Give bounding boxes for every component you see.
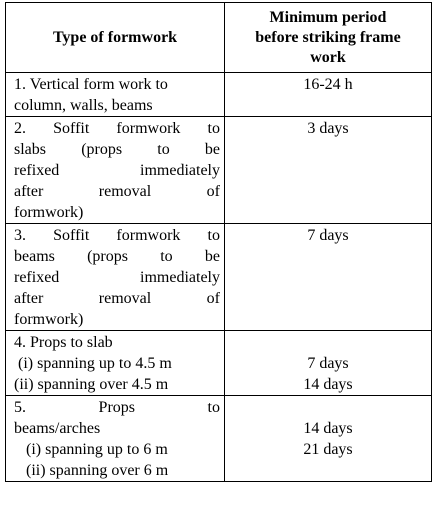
table-row [6, 117, 432, 224]
minimum-period-header [225, 3, 432, 73]
type-line: after removal of [14, 290, 220, 307]
period-header-line-1: Minimum period [269, 9, 387, 26]
type-line: (ii) spanning over 4.5 m [14, 376, 169, 393]
formwork-striking-table [5, 2, 432, 482]
period-value: 14 days [303, 376, 353, 393]
table-row [6, 73, 432, 117]
type-of-formwork-header: Type of formwork [6, 3, 225, 73]
period-cell [225, 73, 432, 117]
table-header-row [6, 3, 432, 73]
type-line: formwork) [14, 311, 84, 328]
period-spacer [229, 332, 427, 353]
table-row [6, 396, 432, 482]
period-cell [225, 396, 432, 482]
formwork-type-cell [6, 396, 225, 482]
table-row [6, 224, 432, 331]
type-line: 2. Soffit formwork to [14, 120, 220, 137]
period-spacer [229, 397, 427, 418]
formwork-type-cell [6, 117, 225, 224]
type-line: slabs (props to be [14, 141, 220, 158]
type-line: 5. Props to [14, 399, 220, 416]
type-line: refixed immediately [14, 269, 220, 286]
type-line: 4. Props to slab [14, 334, 113, 351]
period-header-line-2: before striking frame [255, 29, 401, 46]
type-line: beams/arches [14, 420, 101, 437]
table-row [6, 331, 432, 396]
period-value: 3 days [307, 120, 349, 137]
period-value: 7 days [307, 355, 349, 372]
period-cell [225, 117, 432, 224]
formwork-type-cell [6, 224, 225, 331]
period-value: 7 days [307, 227, 349, 244]
type-line: beams (props to be [14, 248, 220, 265]
period-cell [225, 331, 432, 396]
period-header-line-3: work [310, 49, 346, 66]
type-line: after removal of [14, 183, 220, 200]
type-line: (i) spanning up to 4.5 m [18, 355, 172, 372]
type-line: refixed immediately [14, 162, 220, 179]
period-value: 16-24 h [303, 76, 353, 93]
type-line: (ii) spanning over 6 m [26, 462, 169, 479]
formwork-type-cell [6, 331, 225, 396]
formwork-type-cell [6, 73, 225, 117]
period-value: 14 days [303, 420, 353, 437]
type-line: 1. Vertical form work to [14, 76, 168, 93]
type-line: (i) spanning up to 6 m [26, 441, 168, 458]
type-line: 3. Soffit formwork to [14, 227, 220, 244]
period-cell [225, 224, 432, 331]
period-value: 21 days [303, 441, 353, 458]
type-line: formwork) [14, 204, 84, 221]
type-line: column, walls, beams [14, 97, 153, 114]
